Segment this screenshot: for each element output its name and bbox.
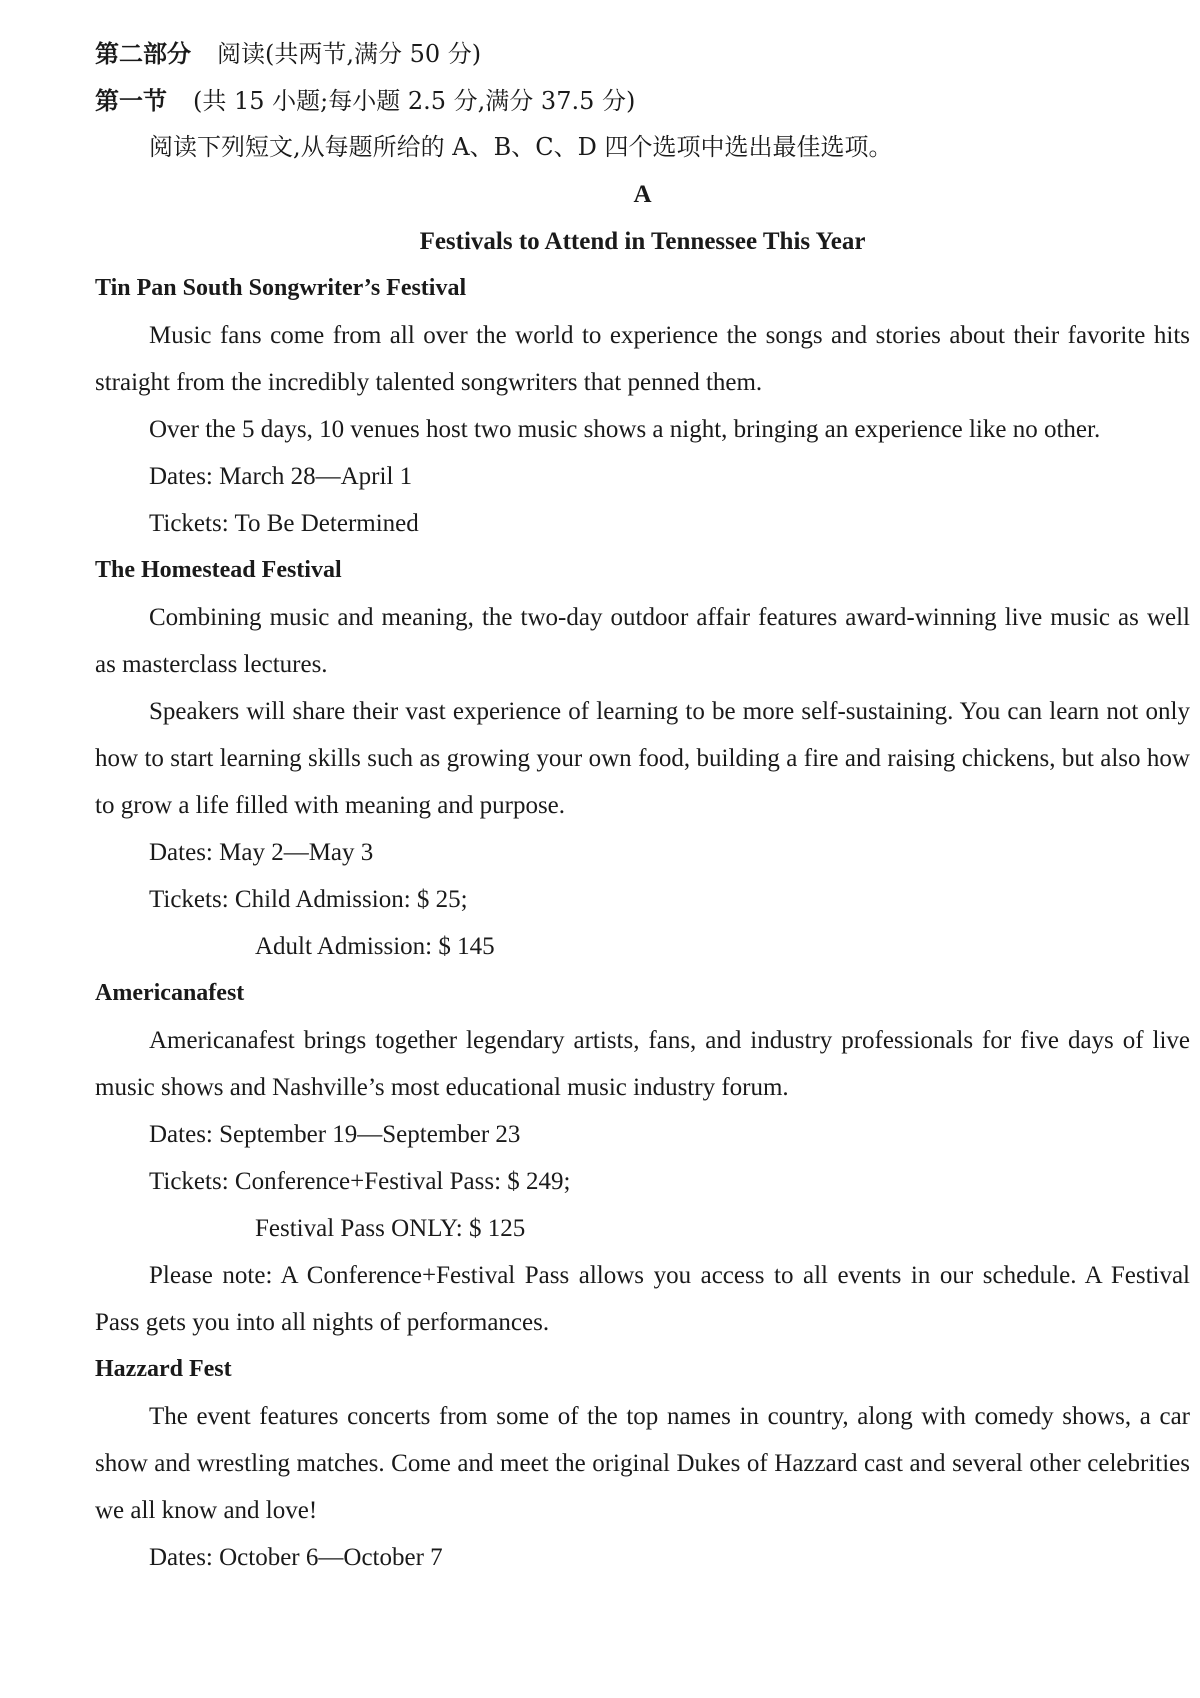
festival-dates: Dates: September 19—September 23 [149, 1121, 521, 1148]
festival-dates: Dates: October 6—October 7 [149, 1544, 443, 1571]
festival-paragraph: Combining music and meaning, the two-day outdoor affair features award-winning live music as well as masterclass lectures. [95, 604, 1190, 678]
festival-name: The Homestead Festival [95, 557, 342, 583]
festival-name: Hazzard Fest [95, 1356, 232, 1382]
festival-tickets: Tickets: To Be Determined [149, 510, 419, 537]
festival-note: Please note: A Conference+Festival Pass allows you access to all events in our schedule. A Festival Pass gets you into all nights of performances. [95, 1262, 1190, 1336]
part-heading [95, 30, 1190, 77]
instruction: 阅读下列短文,从每题所给的 A、B、C、D 四个选项中选出最佳选项。 [149, 133, 893, 161]
part-label: 第二部分 [95, 39, 191, 68]
part-description: 阅读(共两节,满分 50 分) [217, 40, 482, 68]
section-heading [95, 77, 1190, 124]
festival-tickets: Tickets: Child Admission: $ 25; [149, 886, 468, 913]
passage-letter: A [633, 181, 652, 208]
festival-paragraph: Americanafest brings together legendary artists, fans, and industry professionals for five days of live music shows and Nashville’s most educational music industry forum. [95, 1027, 1190, 1101]
passage-title: Festivals to Attend in Tennessee This Year [419, 228, 866, 255]
festival-dates: Dates: May 2—May 3 [149, 839, 374, 866]
section-description: (共 15 小题;每小题 2.5 分,满分 37.5 分) [193, 87, 636, 115]
festival-name: Tin Pan South Songwriter’s Festival [95, 275, 467, 301]
festival-tickets: Tickets: Conference+Festival Pass: $ 249; [149, 1168, 571, 1195]
exam-page [95, 30, 1190, 1581]
festival-name: Americanafest [95, 980, 245, 1006]
festival-dates: Dates: March 28—April 1 [149, 463, 413, 490]
section-label: 第一节 [95, 86, 167, 115]
festival-tickets: Festival Pass ONLY: $ 125 [255, 1215, 526, 1242]
festival-tickets: Adult Admission: $ 145 [255, 933, 495, 960]
festival-paragraph: Over the 5 days, 10 venues host two music shows a night, bringing an experience like no other. [149, 416, 1101, 443]
festival-paragraph: The event features concerts from some of the top names in country, along with comedy shows, a car show and wrestling matches. Come and meet the original Dukes of Hazzard cast and several other celebrities we all know and love! [95, 1403, 1190, 1524]
festival-paragraph: Music fans come from all over the world to experience the songs and stories about their favorite hits straight from the incredibly talented songwriters that penned them. [95, 322, 1190, 396]
festival-paragraph: Speakers will share their vast experience of learning to be more self-sustaining. You can learn not only how to start learning skills such as growing your own food, building a fire and raising chickens, but also how to grow a life filled with meaning and purpose. [95, 698, 1190, 819]
